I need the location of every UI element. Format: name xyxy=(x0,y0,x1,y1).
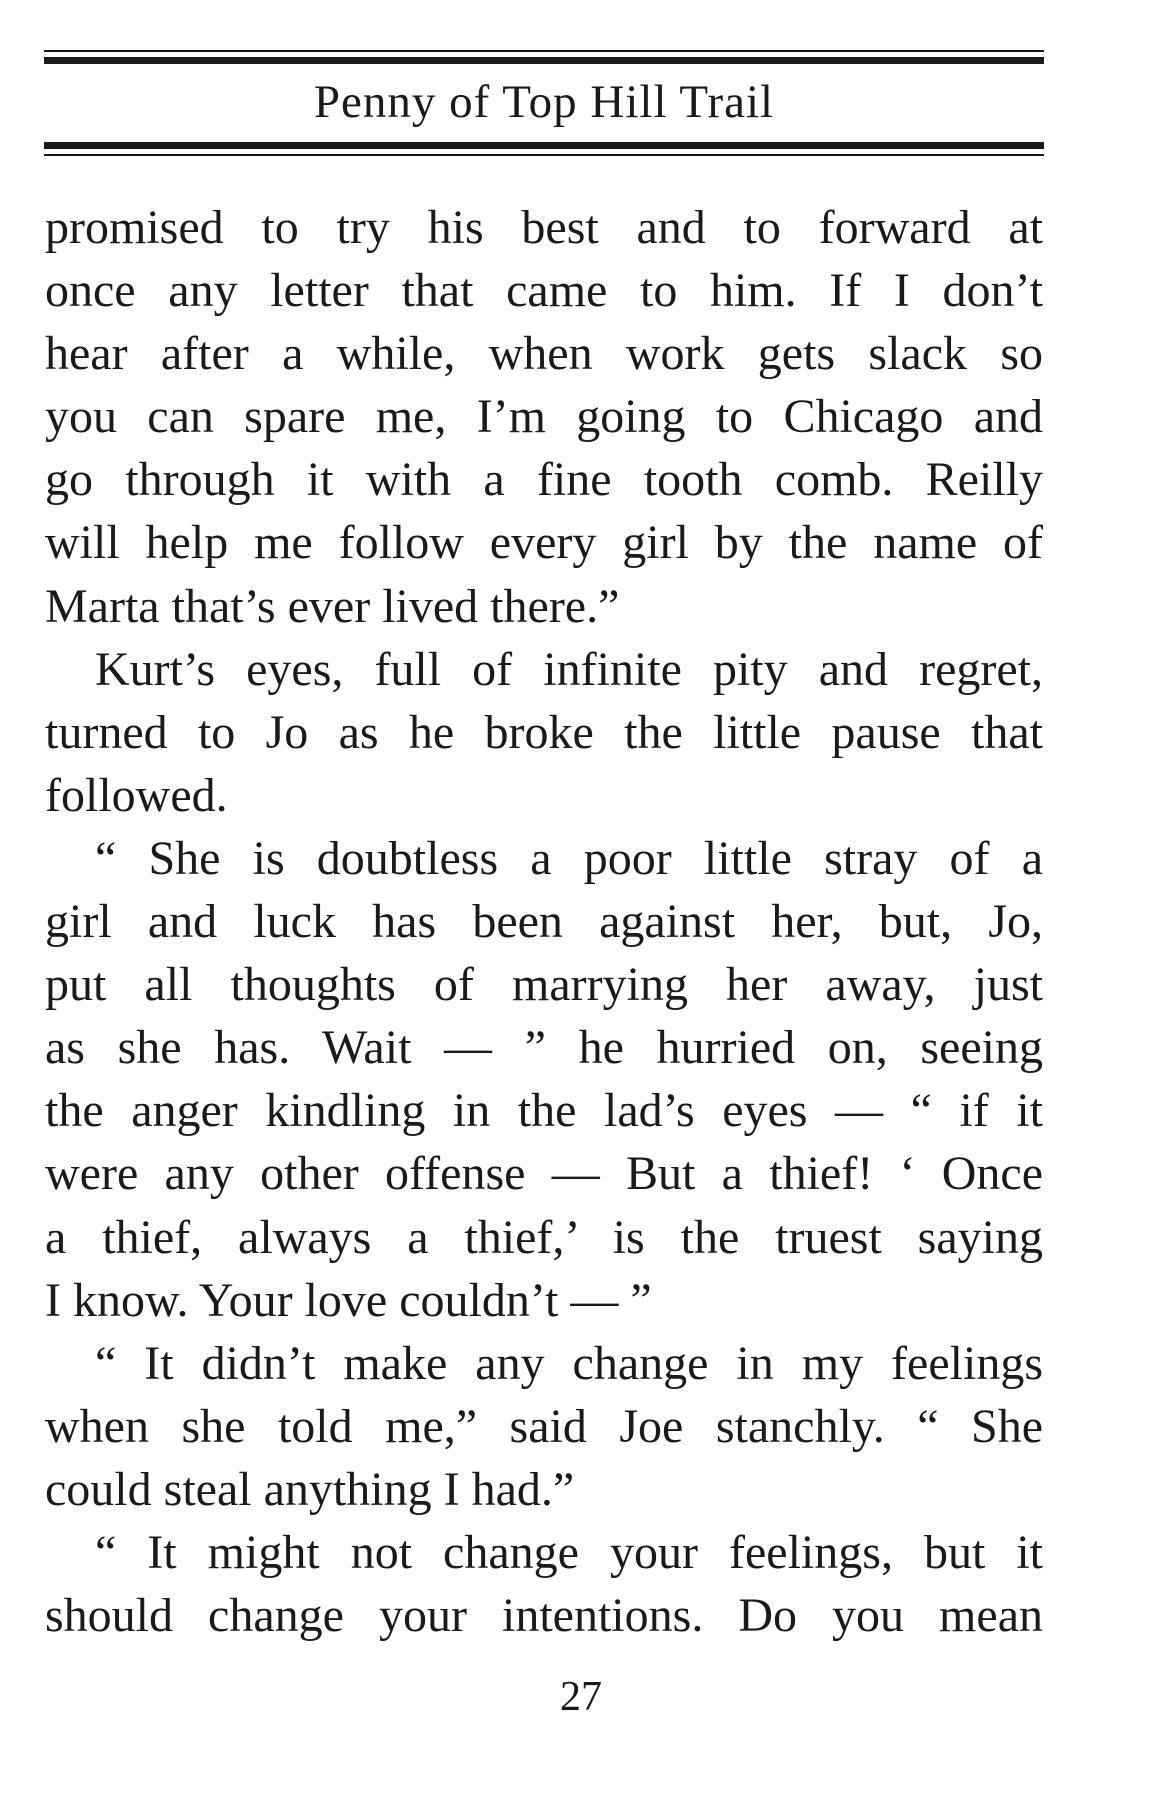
text-line: when she told me,” said Joe stanchly. “ She xyxy=(45,1399,1043,1453)
text-line: the anger kindling in the lad’s eyes — “ if it xyxy=(45,1084,1043,1138)
text-line: will help me follow every girl by the name of xyxy=(45,516,1043,570)
text-line: a thief, always a thief,’ is the truest saying xyxy=(45,1210,1043,1264)
text-line: “ She is doubtless a poor little stray of a xyxy=(95,831,1043,885)
text-line: girl and luck has been against her, but, Jo, xyxy=(45,895,1043,949)
text-line: turned to Jo as he broke the little pause that xyxy=(45,705,1043,759)
text-line: “ It didn’t make any change in my feelings xyxy=(95,1336,1043,1390)
text-line: followed. xyxy=(45,768,228,822)
text-line: once any letter that came to him. If I don’t xyxy=(45,264,1043,318)
header-rule-bottom-thick xyxy=(44,142,1044,149)
text-line: put all thoughts of marrying her away, just xyxy=(45,958,1043,1012)
text-line: Marta that’s ever lived there.” xyxy=(45,579,620,633)
header-rule-top-thick xyxy=(44,57,1044,64)
text-line: promised to try his best and to forward at xyxy=(45,201,1043,254)
text-line: should change your intentions. Do you mean xyxy=(45,1589,1043,1643)
header-rule-bottom xyxy=(44,142,1044,156)
text-line: hear after a while, when work gets slack so xyxy=(45,327,1043,381)
text-line: were any other offense — But a thief! ‘ Once xyxy=(45,1147,1043,1201)
running-title: Penny of Top Hill Trail xyxy=(313,76,775,128)
text-line: could steal anything I had.” xyxy=(45,1462,575,1516)
page-number: 27 xyxy=(560,1674,602,1720)
header-rule-top xyxy=(44,50,1044,64)
header-rule-bottom-thin xyxy=(44,154,1044,156)
body-text xyxy=(45,196,1043,1647)
text-line: go through it with a fine tooth comb. Reilly xyxy=(45,453,1043,507)
text-line: “ It might not change your feelings, but it xyxy=(95,1525,1043,1579)
text-line: Kurt’s eyes, full of infinite pity and regret, xyxy=(95,642,1043,696)
text-line: as she has. Wait — ” he hurried on, seeing xyxy=(45,1021,1043,1075)
text-line: I know. Your love couldn’t — ” xyxy=(45,1273,652,1327)
text-line: you can spare me, I’m going to Chicago and xyxy=(45,390,1043,444)
